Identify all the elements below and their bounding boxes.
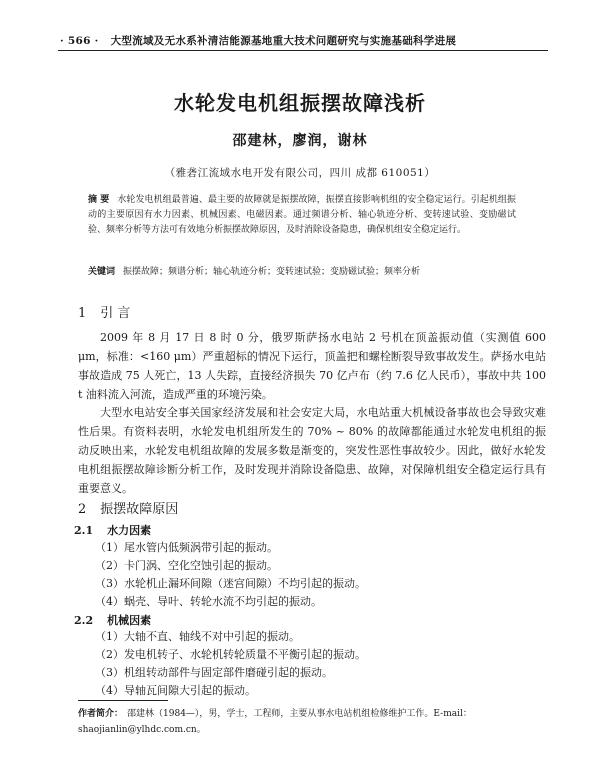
section-number: 1: [78, 306, 87, 321]
subsection-number: 2.2: [74, 614, 94, 627]
subsection-title: 机械因素: [107, 614, 152, 627]
list-item: （2）卡门涡、空化空蚀引起的振动。: [95, 559, 278, 572]
section-number: 2: [78, 502, 87, 517]
list-item: （4）蜗壳、导叶、转轮水流不均引起的振动。: [95, 595, 322, 608]
subsection-title: 水力因素: [107, 524, 152, 537]
keywords: [88, 265, 516, 280]
footnote-label: 作者简介：: [78, 709, 124, 719]
section-heading-intro: [78, 302, 130, 321]
list-item: （1）大轴不直、轴线不对中引起的振动。: [95, 630, 300, 643]
keywords-text: 振摆故障；频谱分析；轴心轨迹分析；变转速试验；变励磁试验；频率分析: [123, 267, 421, 277]
abstract: [88, 193, 516, 238]
mechanical-causes-list: [95, 628, 366, 700]
section-heading-causes: [78, 498, 178, 517]
intro-paragraph-2: 大型水电站安全事关国家经济发展和社会安定大局，水电站重大机械设备事故也会导致灾难性后果。有资料表明，水轮发电机组所发生的 70% ~ 80% 的故障都能通过水轮发电机组的振动反映出来，水轮发电机组故障的发展多数是渐变的，突发性恶性事故较少。因此，做好水轮发电机组振摆故障诊断分析工作，及时发现并消除设备隐患、故障，对保障机组安全稳定运行具有重要意义。: [78, 406, 546, 495]
hydraulic-causes-list: [95, 539, 366, 611]
author-footnote: [78, 706, 548, 738]
journal-title: 大型流域及无水系补清洁能源基地重大技术问题研究与实施基础科学进展: [110, 35, 457, 47]
section-title: 振摆故障原因: [100, 502, 179, 517]
abstract-text: 水轮发电机组最普遍、最主要的故障就是振摆故障，振摆直接影响机组的安全稳定运行。引起机组振动的主要原因有水力因素、机械因素、电磁因素。通过频谱分析、轴心轨迹分析、变转速试验、变励磁试验、频率分析等方法可有效地分析振摆故障原因，及时消除设备隐患，确保机组安全稳定运行。: [88, 195, 516, 235]
running-header: [60, 33, 545, 48]
list-item: （2）发电机转子、水轮机转轮质量不平衡引起的振动。: [95, 648, 366, 661]
footnote-rule: [78, 700, 168, 701]
paper-authors: 邵建林，廖润，谢林: [232, 133, 368, 149]
list-item: （4）导轴瓦间隙大引起的振动。: [95, 684, 256, 697]
list-item: （3）水轮机止漏环间隙（迷宫间隙）不均引起的振动。: [95, 577, 366, 590]
subsection-heading-hydraulic: [74, 522, 151, 538]
section-title: 引 言: [100, 306, 131, 321]
paper-title: 水轮发电机组振摆故障浅析: [174, 91, 426, 115]
subsection-number: 2.1: [74, 524, 94, 537]
intro-paragraph-1: 2009 年 8 月 17 日 8 时 0 分，俄罗斯萨扬水电站 2 号机在顶盖振动值（实测值 600 μm，标准：<160 μm）严重超标的情况下运行，顶盖把和螺栓断裂导致事故发生。萨扬水电站事故造成 75 人死亡，13 人失踪，直接经济损失 70 亿卢布（约 7.6 亿人民币），事故中共 100 t 油料流入河流，造成严重的环境污染。: [78, 331, 546, 401]
page-number: · 566 ·: [60, 35, 99, 47]
paper-affiliation: （雅砻江流域水电开发有限公司，四川 成都 610051）: [164, 167, 436, 179]
header-rule: [58, 50, 548, 51]
footnote-text: 邵建林（1984—），男，学士，工程师，主要从事水电站机组检修维护工作。E-mail：shaojianlin@ylhdc.com.cn。: [78, 709, 472, 735]
keywords-label: 关键词: [88, 267, 116, 277]
list-item: （3）机组转动部件与固定部件磨碰引起的振动。: [95, 666, 333, 679]
subsection-heading-mechanical: [74, 612, 151, 628]
list-item: （1）尾水管内低频涡带引起的振动。: [95, 541, 278, 554]
abstract-label: 摘 要: [88, 195, 110, 205]
